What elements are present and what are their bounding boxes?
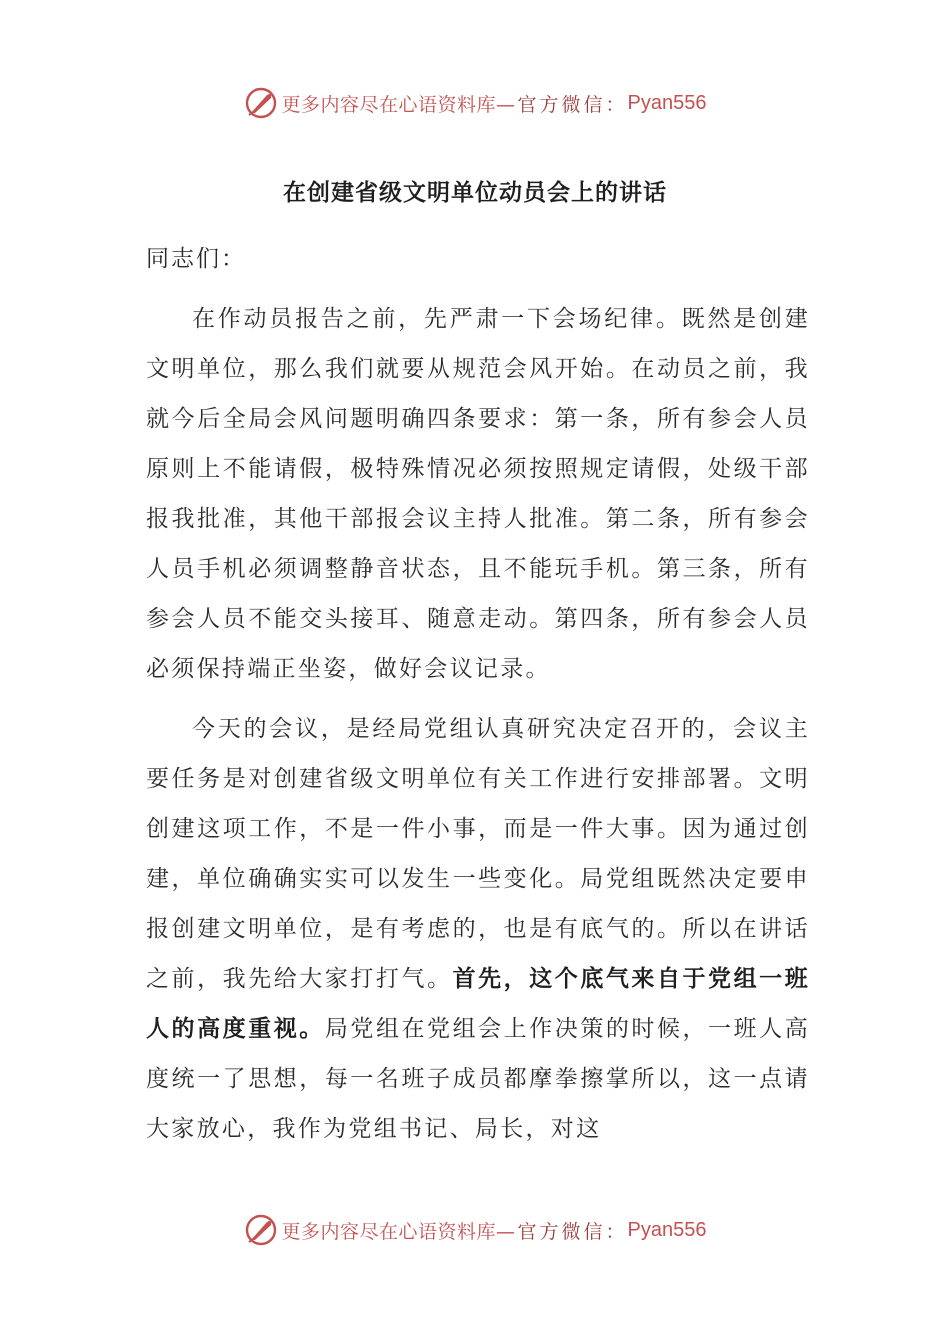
quill-logo-icon <box>244 1213 278 1247</box>
paragraph-bold-emphasis: 首先，这个底气来自于党组一班人的高度重视。 <box>146 966 810 1042</box>
banner-wechat-id: Pyan556 <box>627 1218 707 1241</box>
footer-watermark-banner <box>0 1210 950 1250</box>
paragraph-text: 局党组在党组会上作决策的时候，一班人高度统一了思想，每一名班子成员都摩拳擦掌所以，这一点请大家放心，我作为党组书记、局长，对这 <box>146 1016 810 1142</box>
header-watermark-banner <box>0 83 950 123</box>
banner-wechat-label: 官方微信： <box>517 93 628 116</box>
banner-text: 更多内容尽在心语资料库— <box>281 1220 516 1243</box>
paragraph-meeting-discipline: 在作动员报告之前，先严肃一下会场纪律。既然是创建文明单位，那么我们就要从规范会风开始。在动员之前，我就今后全局会风问题明确四条要求：第一条，所有参会人员原则上不能请假，极特殊情况必须按照规定请假，处级干部报我批准，其他干部报会议主持人批准。第二条，所有参会人员手机必须调整静音状态，且不能玩手机。第三条，所有参会人员不能交头接耳、随意走动。第四条，所有参会人员必须保持端正坐姿，做好会议记录。 <box>146 306 810 682</box>
banner-wechat-id: Pyan556 <box>627 91 707 114</box>
banner-wechat-label: 官方微信： <box>517 1220 628 1243</box>
paragraph-meeting-purpose <box>146 704 810 1154</box>
paragraph-text: 今天的会议，是经局党组认真研究决定召开的，会议主要任务是对创建省级文明单位有关工作进行安排部署。文明创建这项工作，不是一件小事，而是一件大事。因为通过创建，单位确确实实可以发生一些变化。局党组既然决定要申报创建文明单位，是有考虑的，也是有底气的。所以在讲话之前，我先给大家打打气。 <box>146 716 810 992</box>
banner-text: 更多内容尽在心语资料库— <box>281 93 516 116</box>
quill-logo-icon <box>244 86 278 120</box>
document-title: 在创建省级文明单位动员会上的讲话 <box>283 180 667 206</box>
salutation: 同志们： <box>146 246 246 272</box>
